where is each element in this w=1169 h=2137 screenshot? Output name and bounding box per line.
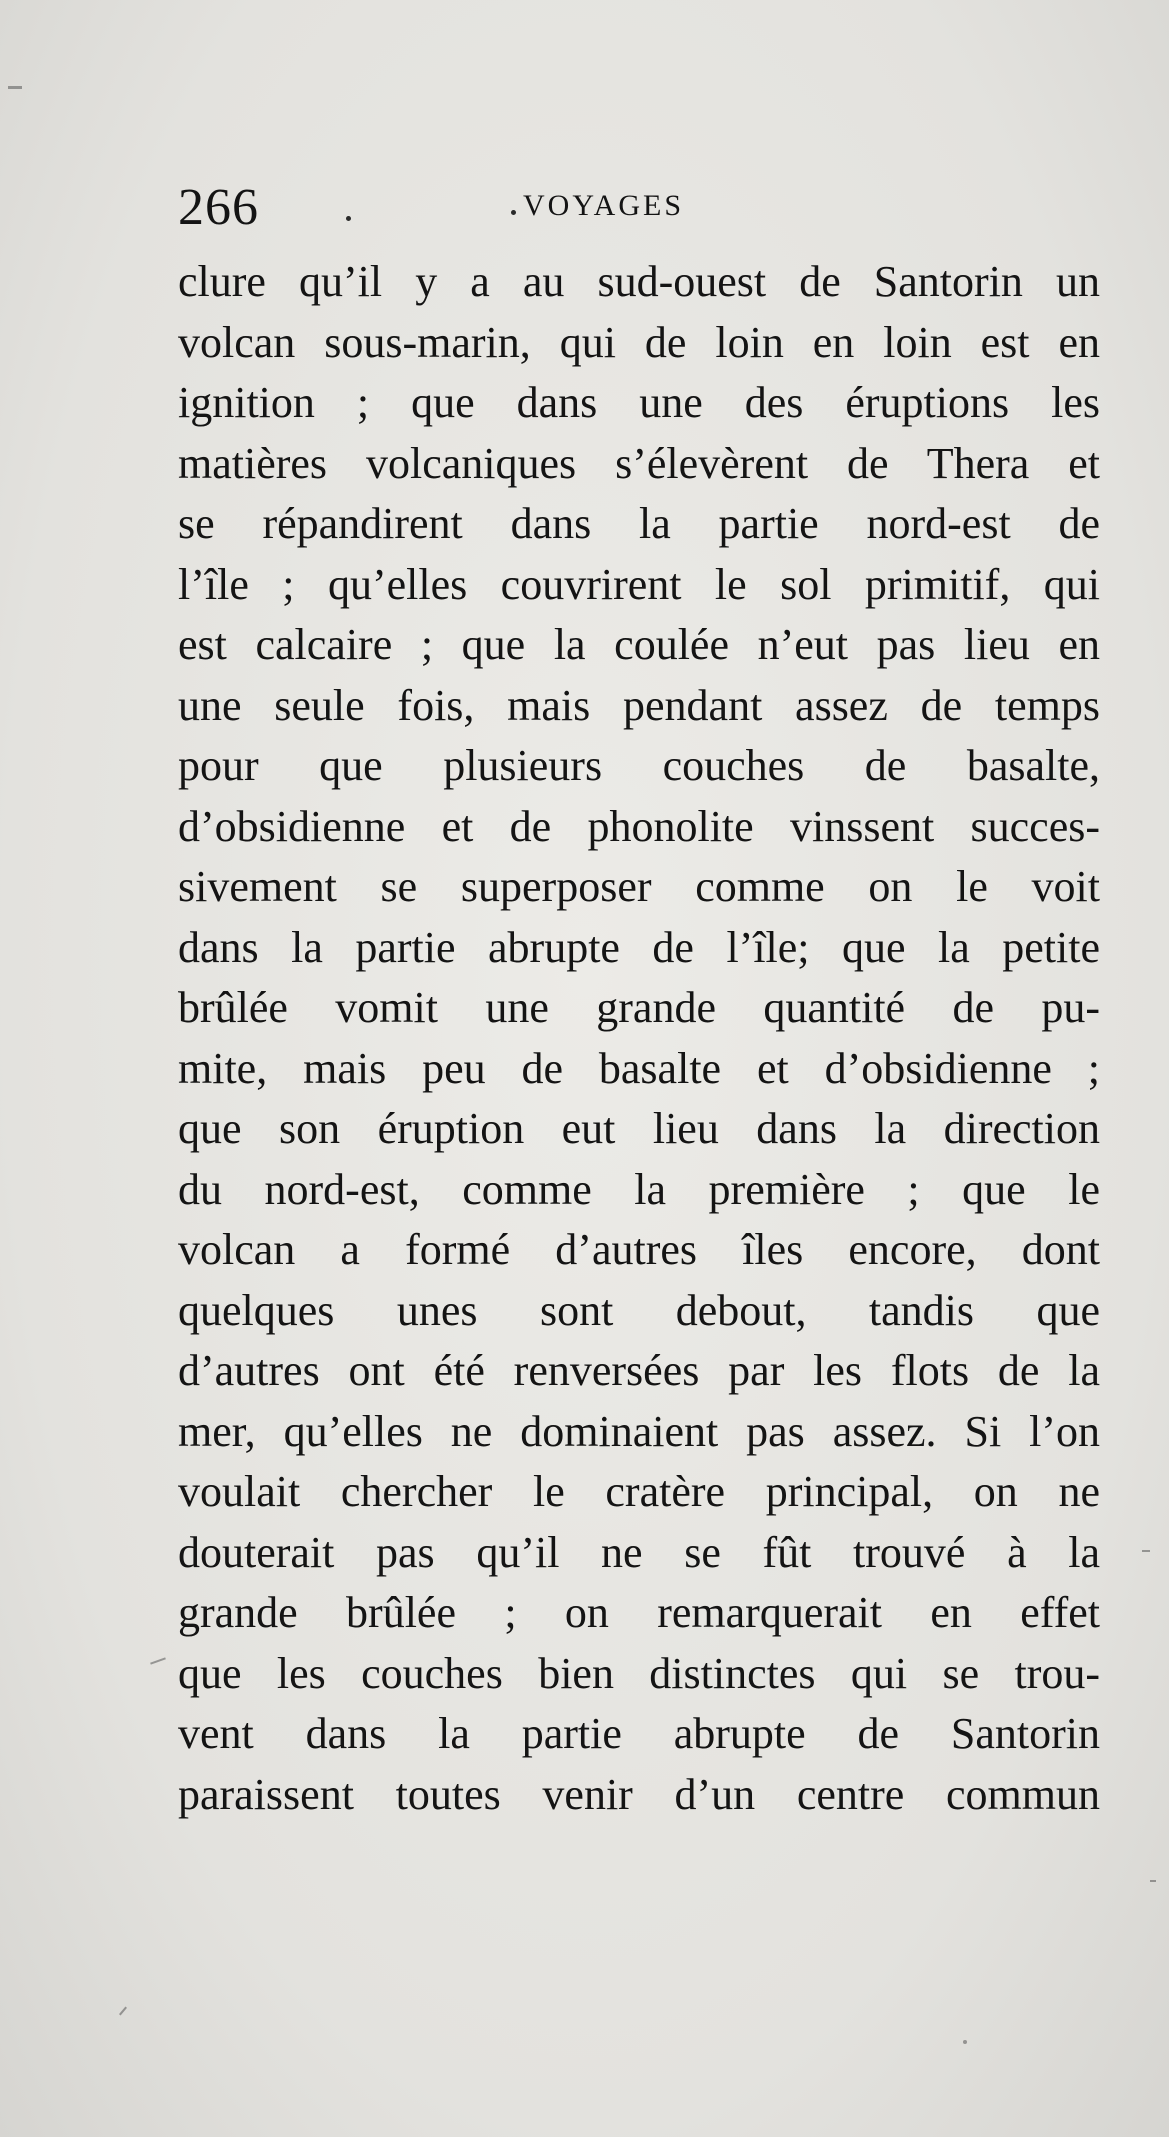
text-line: volcan a formé d’autres îles encore, dont: [178, 1225, 1100, 1274]
text-line: volcan sous-marin, qui de loin en loin est en: [178, 317, 1100, 367]
text-line: paraissent toutes venir d’un centre commun: [178, 1769, 1100, 1819]
text-line: quelques unes sont debout, tandis que: [178, 1285, 1100, 1335]
text-line: ignition ; que dans une des éruptions les: [178, 378, 1100, 427]
paper-speck: [1150, 1880, 1156, 1882]
text-line: dans la partie abrupte de l’île; que la petite: [178, 922, 1100, 972]
text-line: l’île ; qu’elles couvrirent le sol primitif, qui: [178, 559, 1100, 609]
paper-speck: [963, 2040, 967, 2044]
paper-speck: [119, 2007, 127, 2016]
body-paragraph: [178, 252, 1100, 1825]
text-line: voulait chercher le cratère principal, on ne: [178, 1467, 1100, 1516]
running-title: VOYAGES: [523, 189, 685, 222]
page-header: [178, 178, 1088, 238]
text-line: est calcaire ; que la coulée n’eut pas lieu en: [178, 620, 1100, 669]
text-line: d’obsidienne et de phonolite vinssent succes-: [178, 801, 1100, 851]
text-line: que son éruption eut lieu dans la direction: [178, 1104, 1100, 1153]
separator-dot: [511, 210, 516, 215]
text-line: mer, qu’elles ne dominaient pas assez. Si l’on: [178, 1406, 1100, 1456]
text-line: pour que plusieurs couches de basalte,: [178, 741, 1100, 790]
paper-speck: [150, 1657, 166, 1664]
text-line: que les couches bien distinctes qui se trou-: [178, 1648, 1100, 1698]
text-line: vent dans la partie abrupte de Santorin: [178, 1709, 1100, 1758]
separator-dot: [346, 216, 351, 221]
text-line: une seule fois, mais pendant assez de temps: [178, 680, 1100, 730]
paper-speck: [8, 86, 22, 89]
text-line: mite, mais peu de basalte et d’obsidienne ;: [178, 1043, 1100, 1093]
text-line: douterait pas qu’il ne se fût trouvé à la: [178, 1527, 1100, 1577]
page-number: 266: [178, 179, 259, 236]
text-line: du nord-est, comme la première ; que le: [178, 1164, 1100, 1214]
text-line: brûlée vomit une grande quantité de pu-: [178, 983, 1100, 1032]
text-line: matières volcaniques s’élevèrent de Thera et: [178, 438, 1100, 488]
text-line: se répandirent dans la partie nord-est de: [178, 499, 1100, 548]
text-line: grande brûlée ; on remarquerait en effet: [178, 1588, 1100, 1637]
text-line: d’autres ont été renversées par les flots de la: [178, 1346, 1100, 1395]
paper-speck: [1142, 1550, 1150, 1552]
text-line: sivement se superposer comme on le voit: [178, 862, 1100, 911]
text-line: clure qu’il y a au sud-ouest de Santorin un: [178, 257, 1100, 306]
